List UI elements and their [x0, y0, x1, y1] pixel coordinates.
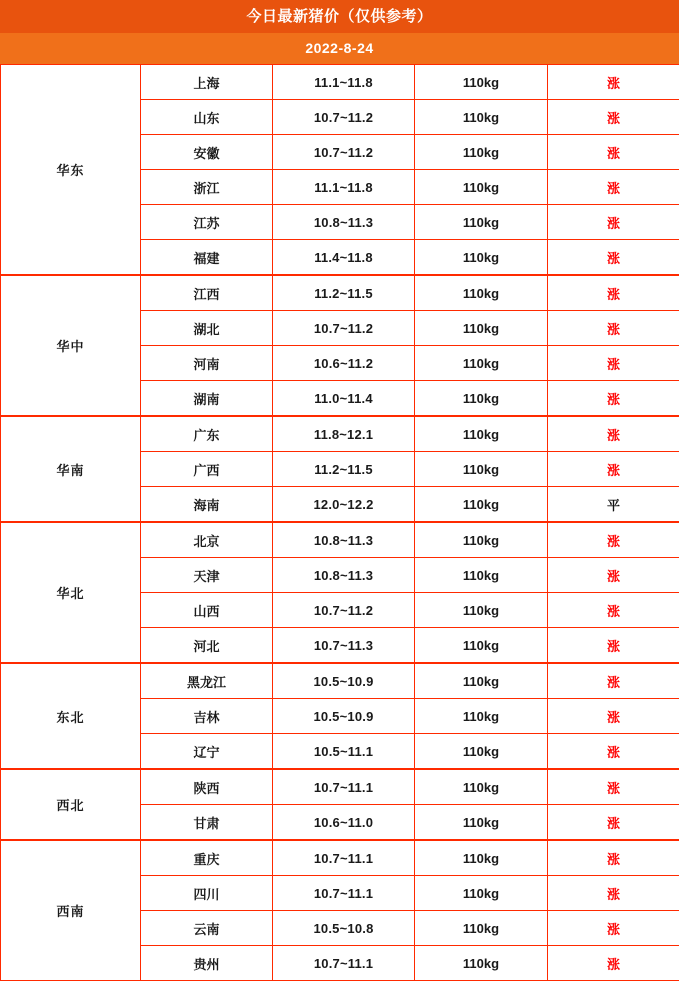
province-cell: 福建 — [141, 240, 273, 276]
price-table — [0, 64, 679, 981]
page-title: 今日最新猪价（仅供参考） — [0, 0, 679, 33]
price-cell: 11.4~11.8 — [273, 240, 415, 276]
price-cell: 10.6~11.2 — [273, 346, 415, 381]
trend-cell: 涨 — [548, 876, 679, 911]
province-cell: 上海 — [141, 65, 273, 100]
weight-cell: 110kg — [415, 381, 548, 417]
price-cell: 10.5~10.8 — [273, 911, 415, 946]
price-cell: 10.7~11.1 — [273, 946, 415, 981]
price-cell: 11.2~11.5 — [273, 452, 415, 487]
price-cell: 10.7~11.2 — [273, 100, 415, 135]
weight-cell: 110kg — [415, 205, 548, 240]
price-cell: 10.7~11.1 — [273, 769, 415, 805]
weight-cell: 110kg — [415, 135, 548, 170]
trend-cell: 涨 — [548, 452, 679, 487]
price-cell: 11.1~11.8 — [273, 65, 415, 100]
price-cell: 10.6~11.0 — [273, 805, 415, 841]
trend-cell: 涨 — [548, 100, 679, 135]
trend-cell: 涨 — [548, 734, 679, 770]
province-cell: 陕西 — [141, 769, 273, 805]
table-row — [1, 65, 679, 100]
weight-cell: 110kg — [415, 240, 548, 276]
trend-cell: 涨 — [548, 628, 679, 664]
region-cell: 华北 — [1, 522, 141, 663]
trend-cell: 涨 — [548, 593, 679, 628]
trend-cell: 涨 — [548, 240, 679, 276]
price-cell: 10.7~11.2 — [273, 135, 415, 170]
trend-cell: 涨 — [548, 170, 679, 205]
weight-cell: 110kg — [415, 946, 548, 981]
trend-cell: 涨 — [548, 558, 679, 593]
province-cell: 江西 — [141, 275, 273, 311]
trend-cell: 涨 — [548, 805, 679, 841]
price-cell: 10.8~11.3 — [273, 205, 415, 240]
price-cell: 11.0~11.4 — [273, 381, 415, 417]
trend-cell: 涨 — [548, 769, 679, 805]
table-row — [1, 416, 679, 452]
weight-cell: 110kg — [415, 628, 548, 664]
weight-cell: 110kg — [415, 487, 548, 523]
weight-cell: 110kg — [415, 275, 548, 311]
trend-cell: 涨 — [548, 522, 679, 558]
weight-cell: 110kg — [415, 522, 548, 558]
price-cell: 10.7~11.3 — [273, 628, 415, 664]
province-cell: 黑龙江 — [141, 663, 273, 699]
trend-cell: 涨 — [548, 205, 679, 240]
weight-cell: 110kg — [415, 170, 548, 205]
weight-cell: 110kg — [415, 65, 548, 100]
price-cell: 10.5~10.9 — [273, 699, 415, 734]
province-cell: 浙江 — [141, 170, 273, 205]
province-cell: 山东 — [141, 100, 273, 135]
trend-cell: 涨 — [548, 381, 679, 417]
weight-cell: 110kg — [415, 452, 548, 487]
trend-cell: 涨 — [548, 911, 679, 946]
price-cell: 10.7~11.1 — [273, 840, 415, 876]
trend-cell: 涨 — [548, 275, 679, 311]
weight-cell: 110kg — [415, 311, 548, 346]
trend-cell: 涨 — [548, 346, 679, 381]
report-date: 2022-8-24 — [0, 33, 679, 64]
table-row — [1, 663, 679, 699]
trend-cell: 涨 — [548, 311, 679, 346]
province-cell: 湖南 — [141, 381, 273, 417]
province-cell: 湖北 — [141, 311, 273, 346]
province-cell: 重庆 — [141, 840, 273, 876]
weight-cell: 110kg — [415, 734, 548, 770]
trend-cell: 涨 — [548, 663, 679, 699]
weight-cell: 110kg — [415, 876, 548, 911]
province-cell: 四川 — [141, 876, 273, 911]
weight-cell: 110kg — [415, 100, 548, 135]
trend-cell: 平 — [548, 487, 679, 523]
table-row — [1, 840, 679, 876]
trend-cell: 涨 — [548, 946, 679, 981]
province-cell: 天津 — [141, 558, 273, 593]
price-cell: 10.5~11.1 — [273, 734, 415, 770]
weight-cell: 110kg — [415, 346, 548, 381]
price-cell: 10.7~11.1 — [273, 876, 415, 911]
weight-cell: 110kg — [415, 663, 548, 699]
province-cell: 河北 — [141, 628, 273, 664]
region-cell: 华东 — [1, 65, 141, 276]
trend-cell: 涨 — [548, 65, 679, 100]
province-cell: 江苏 — [141, 205, 273, 240]
trend-cell: 涨 — [548, 699, 679, 734]
price-cell: 10.8~11.3 — [273, 558, 415, 593]
trend-cell: 涨 — [548, 840, 679, 876]
weight-cell: 110kg — [415, 558, 548, 593]
weight-cell: 110kg — [415, 911, 548, 946]
region-cell: 华南 — [1, 416, 141, 522]
province-cell: 甘肃 — [141, 805, 273, 841]
weight-cell: 110kg — [415, 416, 548, 452]
weight-cell: 110kg — [415, 593, 548, 628]
price-cell: 10.8~11.3 — [273, 522, 415, 558]
weight-cell: 110kg — [415, 840, 548, 876]
region-cell: 东北 — [1, 663, 141, 769]
region-cell: 华中 — [1, 275, 141, 416]
price-cell: 12.0~12.2 — [273, 487, 415, 523]
province-cell: 安徽 — [141, 135, 273, 170]
weight-cell: 110kg — [415, 805, 548, 841]
table-row — [1, 275, 679, 311]
price-table-body — [1, 65, 679, 981]
province-cell: 吉林 — [141, 699, 273, 734]
region-cell: 西北 — [1, 769, 141, 840]
price-cell: 10.5~10.9 — [273, 663, 415, 699]
province-cell: 海南 — [141, 487, 273, 523]
region-cell: 西南 — [1, 840, 141, 981]
table-row — [1, 522, 679, 558]
price-cell: 10.7~11.2 — [273, 311, 415, 346]
province-cell: 广西 — [141, 452, 273, 487]
province-cell: 广东 — [141, 416, 273, 452]
trend-cell: 涨 — [548, 135, 679, 170]
weight-cell: 110kg — [415, 769, 548, 805]
price-cell: 11.1~11.8 — [273, 170, 415, 205]
province-cell: 云南 — [141, 911, 273, 946]
price-cell: 11.8~12.1 — [273, 416, 415, 452]
province-cell: 山西 — [141, 593, 273, 628]
province-cell: 贵州 — [141, 946, 273, 981]
province-cell: 河南 — [141, 346, 273, 381]
price-cell: 10.7~11.2 — [273, 593, 415, 628]
trend-cell: 涨 — [548, 416, 679, 452]
table-row — [1, 769, 679, 805]
province-cell: 辽宁 — [141, 734, 273, 770]
weight-cell: 110kg — [415, 699, 548, 734]
price-cell: 11.2~11.5 — [273, 275, 415, 311]
province-cell: 北京 — [141, 522, 273, 558]
